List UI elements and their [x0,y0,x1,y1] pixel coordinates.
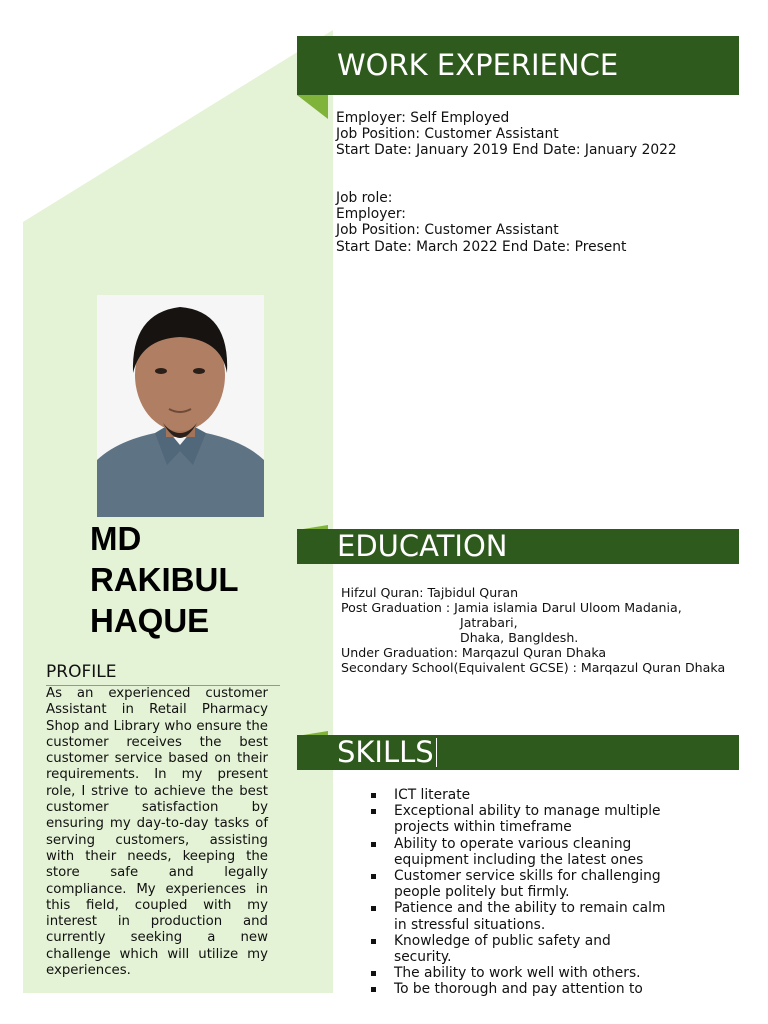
job-line: Job Position: Customer Assistant [336,126,559,143]
education-line: Jatrabari, [460,615,518,630]
candidate-name [90,518,290,641]
education-line: Secondary School(Equivalent GCSE) : Marqazul Quran Dhaka [341,660,726,675]
work-experience-header [297,36,739,95]
education-line: Post Graduation : Jamia islamia Darul Uloom Madania, [341,600,682,615]
profile-heading: PROFILE [46,661,280,686]
job-line: Job Position: Customer Assistant [336,222,559,239]
name-line: RAKIBUL [90,561,239,598]
skill-item: Ability to operate various cleaning equipment including the latest ones [369,836,669,868]
skill-item: Customer service skills for challenging people politely but firmly. [369,868,669,900]
profile-photo [97,295,264,517]
education-header [297,529,739,564]
job-line: Employer: Self Employed [336,110,510,126]
education-line: Under Graduation: Marqazul Quran Dhaka [341,645,607,660]
education-line: Hifzul Quran: Tajbidul Quran [341,585,519,600]
profile-summary: As an experienced customer Assistant in Retail Pharmacy Shop and Library who ensure the customer receives the best customer service based on their requirements. In my present role, I strive to achieve the best customer satisfaction by ensuring my day-to-day tasks of serving customers, assisting with their needs, keeping the store safe and legally compliance. My experiences in this field, coupled with my interest in production and currently seeking a new challenge which will utilize my experiences. [46,686,268,979]
education-line: Dhaka, Bangldesh. [460,630,579,645]
name-line: HAQUE [90,602,210,639]
skills-title: SKILLS [337,738,437,767]
education-title: EDUCATION [337,529,508,563]
skill-item: ICT literate [369,787,669,803]
name-line: MD [90,520,142,557]
job-line: Employer: [336,206,406,223]
job-line: Job role: [336,190,393,206]
work-experience-title: WORK EXPERIENCE [337,48,619,82]
job-line: Start Date: January 2019 End Date: January 2022 [336,142,677,159]
skill-item: Patience and the ability to remain calm in stressful situations. [369,900,669,932]
skill-item: The ability to work well with others. [369,965,669,981]
skills-header [297,735,739,770]
job-line: Start Date: March 2022 End Date: Present [336,238,627,255]
skills-list [369,787,669,998]
skill-item: Knowledge of public safety and security. [369,933,669,965]
skill-item: Exceptional ability to manage multiple projects within timeframe [369,803,669,835]
job-entry [336,110,736,159]
education-list [341,585,741,675]
job-entry [336,190,736,255]
header-fold-decoration [297,95,328,119]
skill-item: To be thorough and pay attention to [369,981,669,997]
